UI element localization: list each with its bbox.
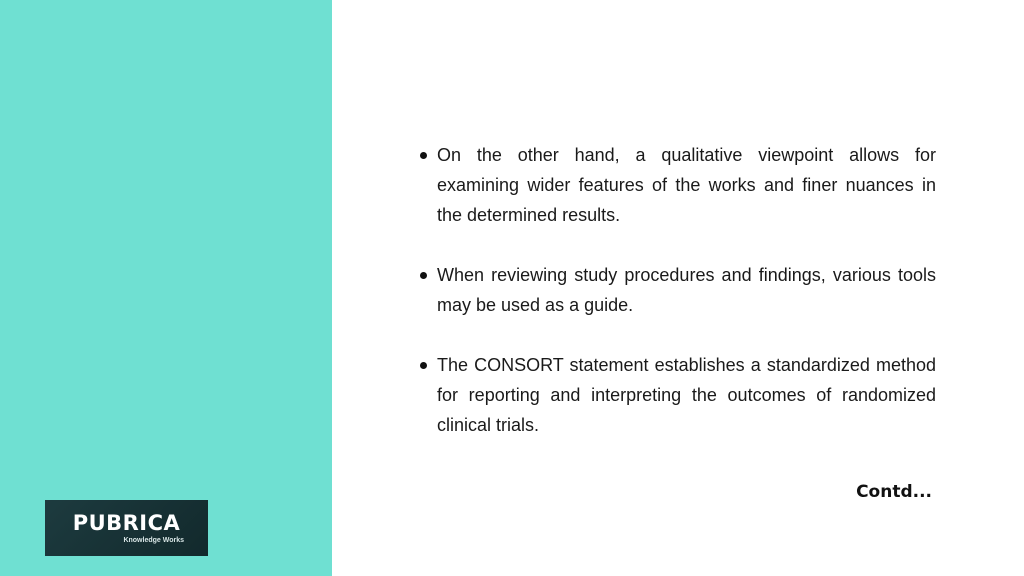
accent-side-panel (0, 0, 332, 576)
bullet-item-consort (417, 350, 936, 440)
bullet-list (417, 140, 936, 440)
bullet-item-qualitative (417, 140, 936, 230)
bullet-text: When reviewing study procedures and findings, various tools may be used as a guide. (437, 265, 936, 315)
contd-label: Contd... (856, 482, 932, 502)
bullet-dot-icon (420, 362, 427, 369)
logo-wordmark: PUBRICA (72, 511, 181, 535)
bullet-dot-icon (420, 272, 427, 279)
bullet-text: On the other hand, a qualitative viewpoint allows for examining wider features of the works and finer nuances in the determined results. (437, 145, 936, 225)
bullet-text: The CONSORT statement establishes a standardized method for reporting and interpreting the outcomes of randomized clinical trials. (437, 355, 936, 435)
pubrica-logo (45, 500, 208, 556)
logo-tagline: Knowledge Works (123, 537, 184, 544)
bullet-item-tools (417, 260, 936, 320)
bullet-dot-icon (420, 152, 427, 159)
